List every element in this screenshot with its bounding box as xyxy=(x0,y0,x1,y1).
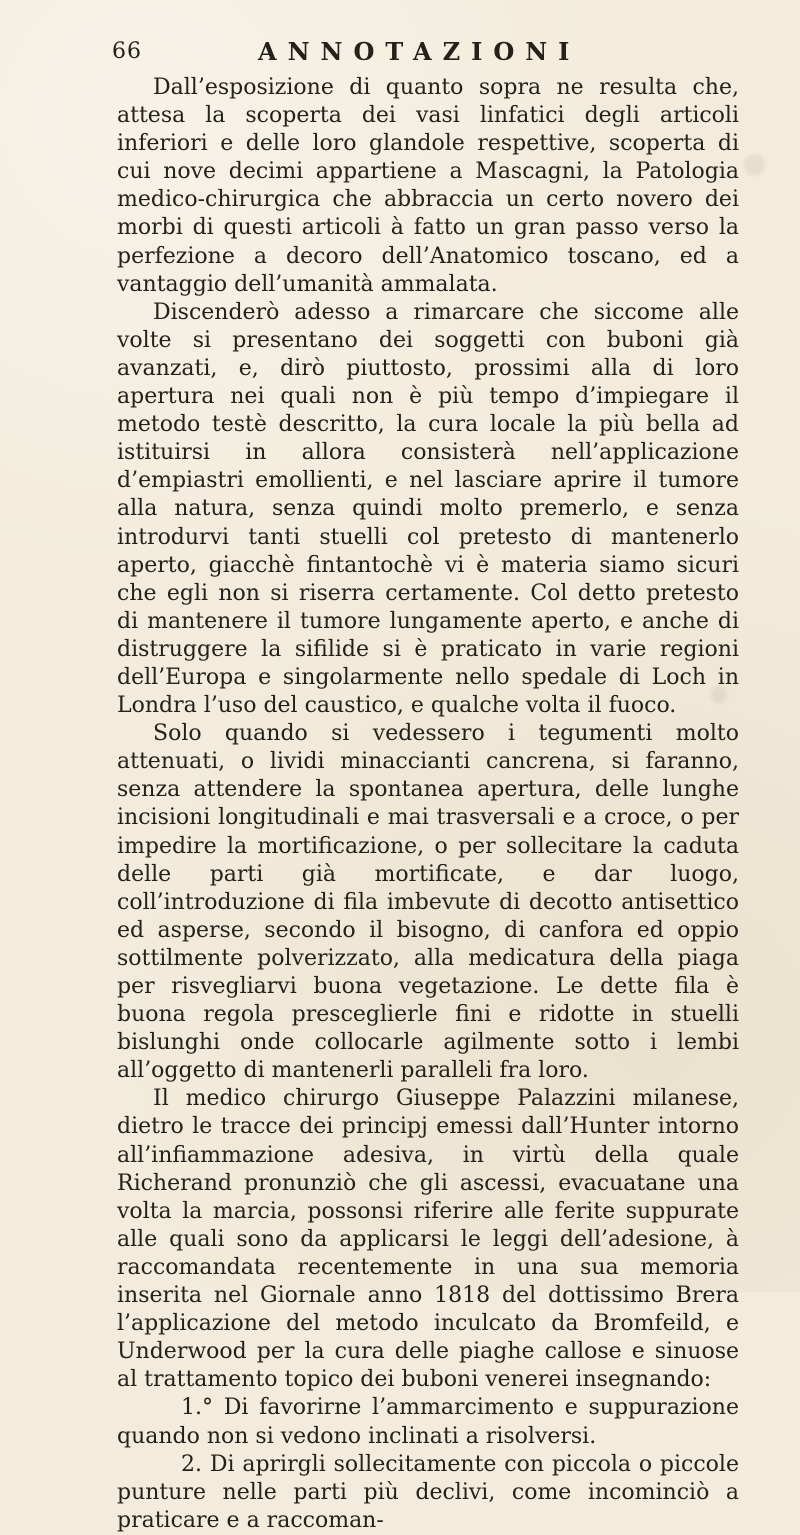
running-head: ANNOTAZIONI xyxy=(258,37,581,66)
numbered-item-1: 1.° Di favorirne l’ammarcimento e suppurazione quando non si vedono inclinati a risolversi. xyxy=(117,1395,739,1449)
page-smudge xyxy=(744,154,765,176)
paragraph-mascagni: Dall’esposizione di quanto sopra ne resulta che, attesa la scoperta dei vasi linfatici degli articoli inferiori e delle loro glandole respettive, scoperta di cui nove decimi appartiene a Mascagni, la Patologia medico-chirurgica che abbraccia un certo novero dei morbi di questi articoli à fatto un gran passo verso la perfezione a decoro dell’Anatomico toscano, ed a vantaggio dell’umanità ammalata. xyxy=(117,75,739,297)
paragraph-palazzini: Il medico chirurgo Giuseppe Palazzini milanese, dietro le tracce dei principj emessi dall’Hunter intorno all’infiammazione adesiva, in virtù della quale Richerand pronunziò che gli ascessi, evacuatane una volta la marcia, possonsi riferire alle ferite suppurate alle quali sono da applicarsi le leggi dell’adesione, à raccomandata recentemente in una sua memoria inserita nel Giornale anno 1818 del dottissimo Brera l’applicazione del metodo inculcato da Bromfeild, e Underwood per la cura delle piaghe callose e sinuose al trattamento topico dei buboni venerei insegnando: xyxy=(117,1086,739,1393)
page-header xyxy=(112,35,729,69)
page-number: 66 xyxy=(112,39,142,64)
paragraph-incisions: Solo quando si vedessero i tegumenti molto attenuati, o lividi minaccianti cancrena, si faranno, senza attendere la spontanea apertura, delle lunghe incisioni longitudinali e mai trasversali e a croce, o per impedire la mortificazione, o per sollecitare la caduta delle parti già mortificate, e dar luogo, coll’introduzione di fila imbevute di decotto antisettico ed asperse, secondo il bisogno, di canfora ed oppio sottilmente polverizzato, alla medicatura della piaga per risvegliarvi buona vegetazione. Le dette fila è buona regola presceglierle fini e ridotte in stuelli bislunghi onde collocarle agilmente sotto i lembi all’oggetto di mantenerli paralleli fra loro. xyxy=(117,721,739,1084)
numbered-item-2: 2. Di aprirgli sollecitamente con piccola o piccole punture nelle parti più declivi, come incominciò a praticare e a raccoman- xyxy=(117,1451,739,1533)
page-text xyxy=(117,74,739,1535)
paragraph-emollient-plasters: Discenderò adesso a rimarcare che siccome alle volte si presentano dei soggetti con buboni già avanzati, e, dirò piuttosto, prossimi alla di loro apertura nei quali non è più tempo d’impiegare il metodo testè descritto, la cura locale la più bella ad istituirsi in allora consisterà nell’applicazione d’empiastri emollienti, e nel lasciare aprire il tumore alla natura, senza quindi molto premerlo, e senza introdurvi tanti stuelli col pretesto di mantenerlo aperto, giacchè fintantochè vi è materia siamo sicuri che egli non si riserra certamente. Col detto pretesto di mantenere il tumore lungamente aperto, e anche di distruggere la sifilide si è praticato in varie regioni dell’Europa e singolarmente nello spedale di Loch in Londra l’uso del caustico, e qualche volta il fuoco. xyxy=(117,299,739,719)
